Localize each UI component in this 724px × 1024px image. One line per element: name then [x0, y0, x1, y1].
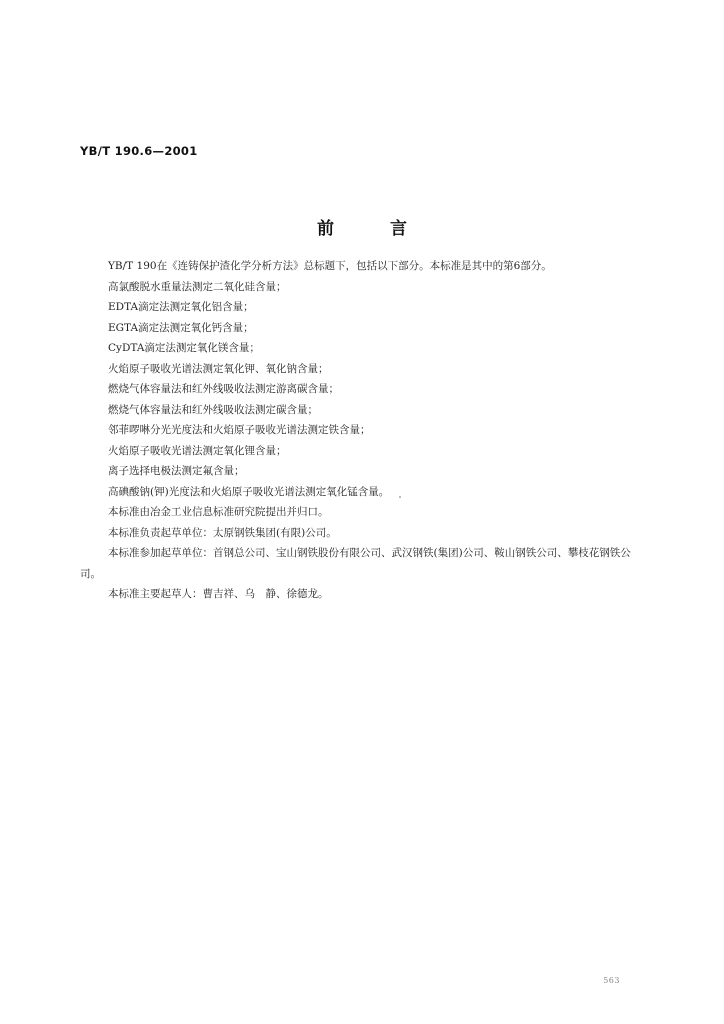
list-item: 离子选择电极法测定氟含量；	[108, 465, 245, 477]
list-item: 燃烧气体容量法和红外线吸收法测定游离碳含量；	[108, 383, 339, 395]
intro-paragraph: YB/T 190在《连铸保护渣化学分析方法》总标题下，包括以下部分。本标准是其中的第6部分。	[108, 260, 552, 272]
participating-units-statement: 本标准参加起草单位：首钢总公司、宝山钢铁股份有限公司、武汉钢铁(集团)公司、鞍山钢铁公司、攀枝花钢铁公司。	[80, 547, 631, 580]
list-item: EDTA滴定法测定氧化铝含量；	[108, 301, 254, 313]
list-item: CyDTA滴定法测定氧化镁含量；	[108, 342, 260, 354]
list-item: 火焰原子吸收光谱法测定氧化钾、氧化钠含量；	[108, 362, 329, 375]
scan-speck	[399, 496, 401, 498]
main-drafters-statement: 本标准主要起草人：曹吉祥、乌 静、徐德龙。	[108, 588, 329, 600]
drafting-unit-statement: 本标准负责起草单位：太原钢铁集团(有限)公司。	[108, 526, 337, 539]
list-item: 高氯酸脱水重量法测定二氧化硅含量；	[108, 280, 287, 293]
list-item: 燃烧气体容量法和红外线吸收法测定碳含量；	[108, 403, 318, 416]
list-item: 高碘酸钠(钾)光度法和火焰原子吸收光谱法测定氧化锰含量。	[108, 485, 390, 498]
document-body	[80, 256, 650, 605]
document-code-header: YB/T 190.6—2001	[80, 144, 198, 158]
proposer-statement: 本标准由冶金工业信息标准研究院提出并归口。	[108, 506, 329, 518]
list-item: EGTA滴定法测定氧化钙含量；	[108, 321, 254, 334]
page-title: 前言	[317, 219, 463, 239]
page-number: 563	[603, 976, 620, 985]
list-item: 邻菲啰啉分光光度法和火焰原子吸收光谱法测定铁含量；	[108, 424, 371, 436]
list-item: 火焰原子吸收光谱法测定氧化锂含量；	[108, 444, 287, 457]
